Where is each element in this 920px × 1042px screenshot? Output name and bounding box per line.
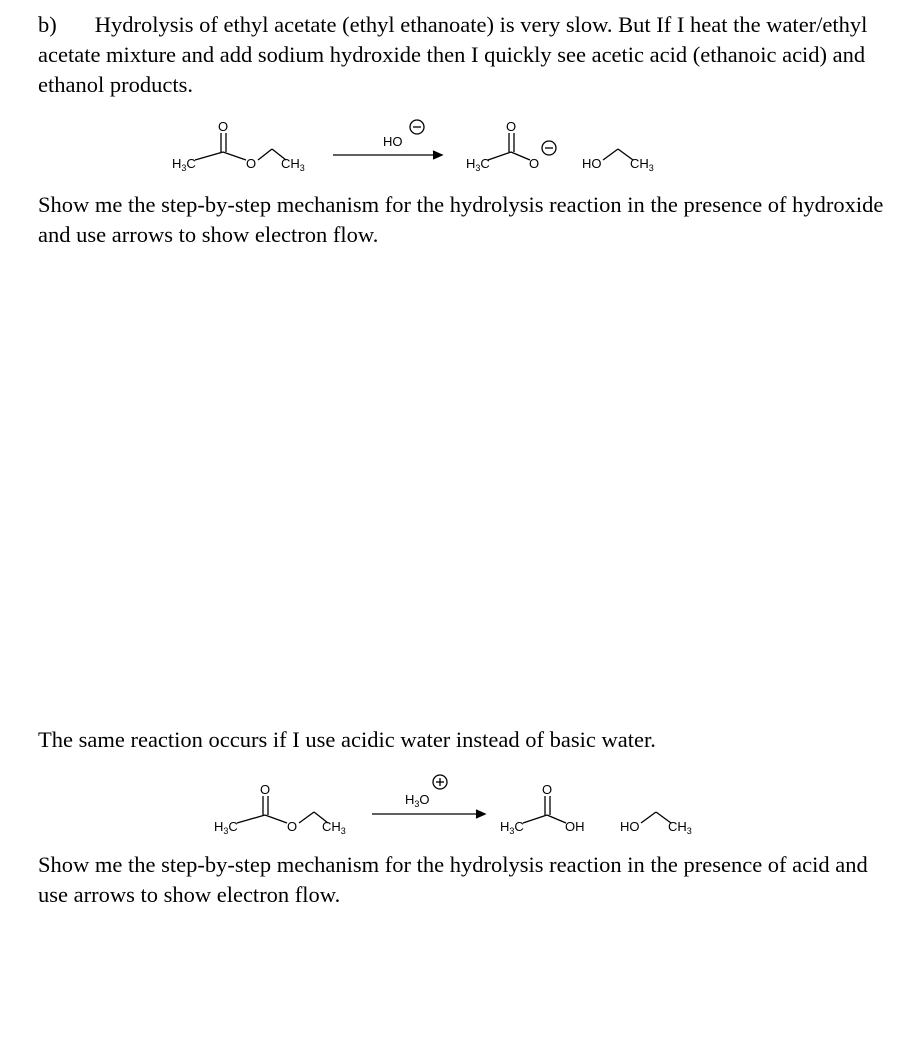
product-bond-c-o bbox=[511, 152, 530, 160]
intro-text: Hydrolysis of ethyl acetate (ethyl ethanoate) is very slow. But If I heat the water/ethyl acetate mixture and add sodium hydroxide then I quickly see acetic acid (ethanoic acid) and ethanol products. bbox=[38, 12, 868, 97]
arrow-head bbox=[433, 151, 442, 159]
ethanol-bond-1 bbox=[603, 149, 618, 160]
ethanol-ch3: $CH_3$ bbox=[630, 156, 654, 173]
part-b-intro bbox=[38, 10, 898, 100]
reactant-ch3-acidic: $CH_3$ bbox=[322, 819, 346, 836]
acid-oh: OH bbox=[565, 819, 585, 834]
reactant-h3c: $H_3C$ bbox=[172, 156, 196, 173]
bond-o-ch2 bbox=[258, 149, 272, 160]
reagent-hydroxide: HO bbox=[383, 134, 403, 149]
question-acidic: Show me the step-by-step mechanism for the hydrolysis reaction in the presence of acid and use arrows to show electron flow. bbox=[38, 852, 868, 907]
ethanol-bond-1-acidic bbox=[641, 812, 656, 823]
ethanol-ch3-acidic: $CH_3$ bbox=[668, 819, 692, 836]
basic-hydrolysis-scheme bbox=[0, 100, 920, 180]
bond-ch3-c bbox=[195, 152, 223, 160]
acidic-arrow-head bbox=[476, 810, 485, 818]
acidic-bond-o-ch2 bbox=[299, 812, 314, 823]
reactant-ester-o-acidic: O bbox=[287, 819, 298, 834]
reagent-hydronium: $H_3O$ bbox=[405, 792, 430, 809]
product-bond-ch3-c bbox=[488, 152, 511, 160]
part-label: b) bbox=[38, 12, 57, 37]
reactant-h3c-acidic: $H_3C$ bbox=[214, 819, 238, 836]
ethanol-ho: HO bbox=[582, 156, 602, 171]
acid-bond-c-oh bbox=[547, 815, 566, 823]
acid-carbonyl-o: O bbox=[542, 782, 553, 797]
acidic-bond-c-o bbox=[265, 815, 287, 823]
product-carbonyl-o: O bbox=[506, 119, 517, 134]
acidic-hydrolysis-scheme bbox=[0, 760, 920, 840]
reactant-ch3: $CH_3$ bbox=[281, 156, 305, 173]
question-basic: Show me the step-by-step mechanism for the hydrolysis reaction in the presence of hydroxide and use arrows to show electron flow. bbox=[38, 192, 884, 247]
ethanol-product bbox=[582, 149, 654, 173]
reactant-carbonyl-o: O bbox=[218, 119, 229, 134]
acidic-reaction-arrow bbox=[372, 775, 485, 818]
part-acidic-intro: The same reaction occurs if I use acidic water instead of basic water. bbox=[38, 727, 656, 752]
ethyl-acetate-reactant bbox=[172, 119, 305, 173]
ethanol-ho-acidic: HO bbox=[620, 819, 640, 834]
bond-c-o bbox=[223, 152, 246, 160]
reactant-carbonyl-o-acidic: O bbox=[260, 782, 271, 797]
ethanol-product-acidic bbox=[620, 812, 692, 836]
acid-h3c: $H_3C$ bbox=[500, 819, 524, 836]
acetate-product bbox=[466, 119, 556, 173]
basic-reaction-arrow bbox=[333, 120, 442, 159]
acidic-bond-ch3-c bbox=[237, 815, 265, 823]
acid-bond-ch3-c bbox=[523, 815, 547, 823]
reactant-ester-o: O bbox=[246, 156, 257, 171]
ethyl-acetate-reactant-acidic bbox=[214, 782, 346, 836]
product-o: O bbox=[529, 156, 540, 171]
product-h3c: $H_3C$ bbox=[466, 156, 490, 173]
acetic-acid-product bbox=[500, 782, 585, 836]
